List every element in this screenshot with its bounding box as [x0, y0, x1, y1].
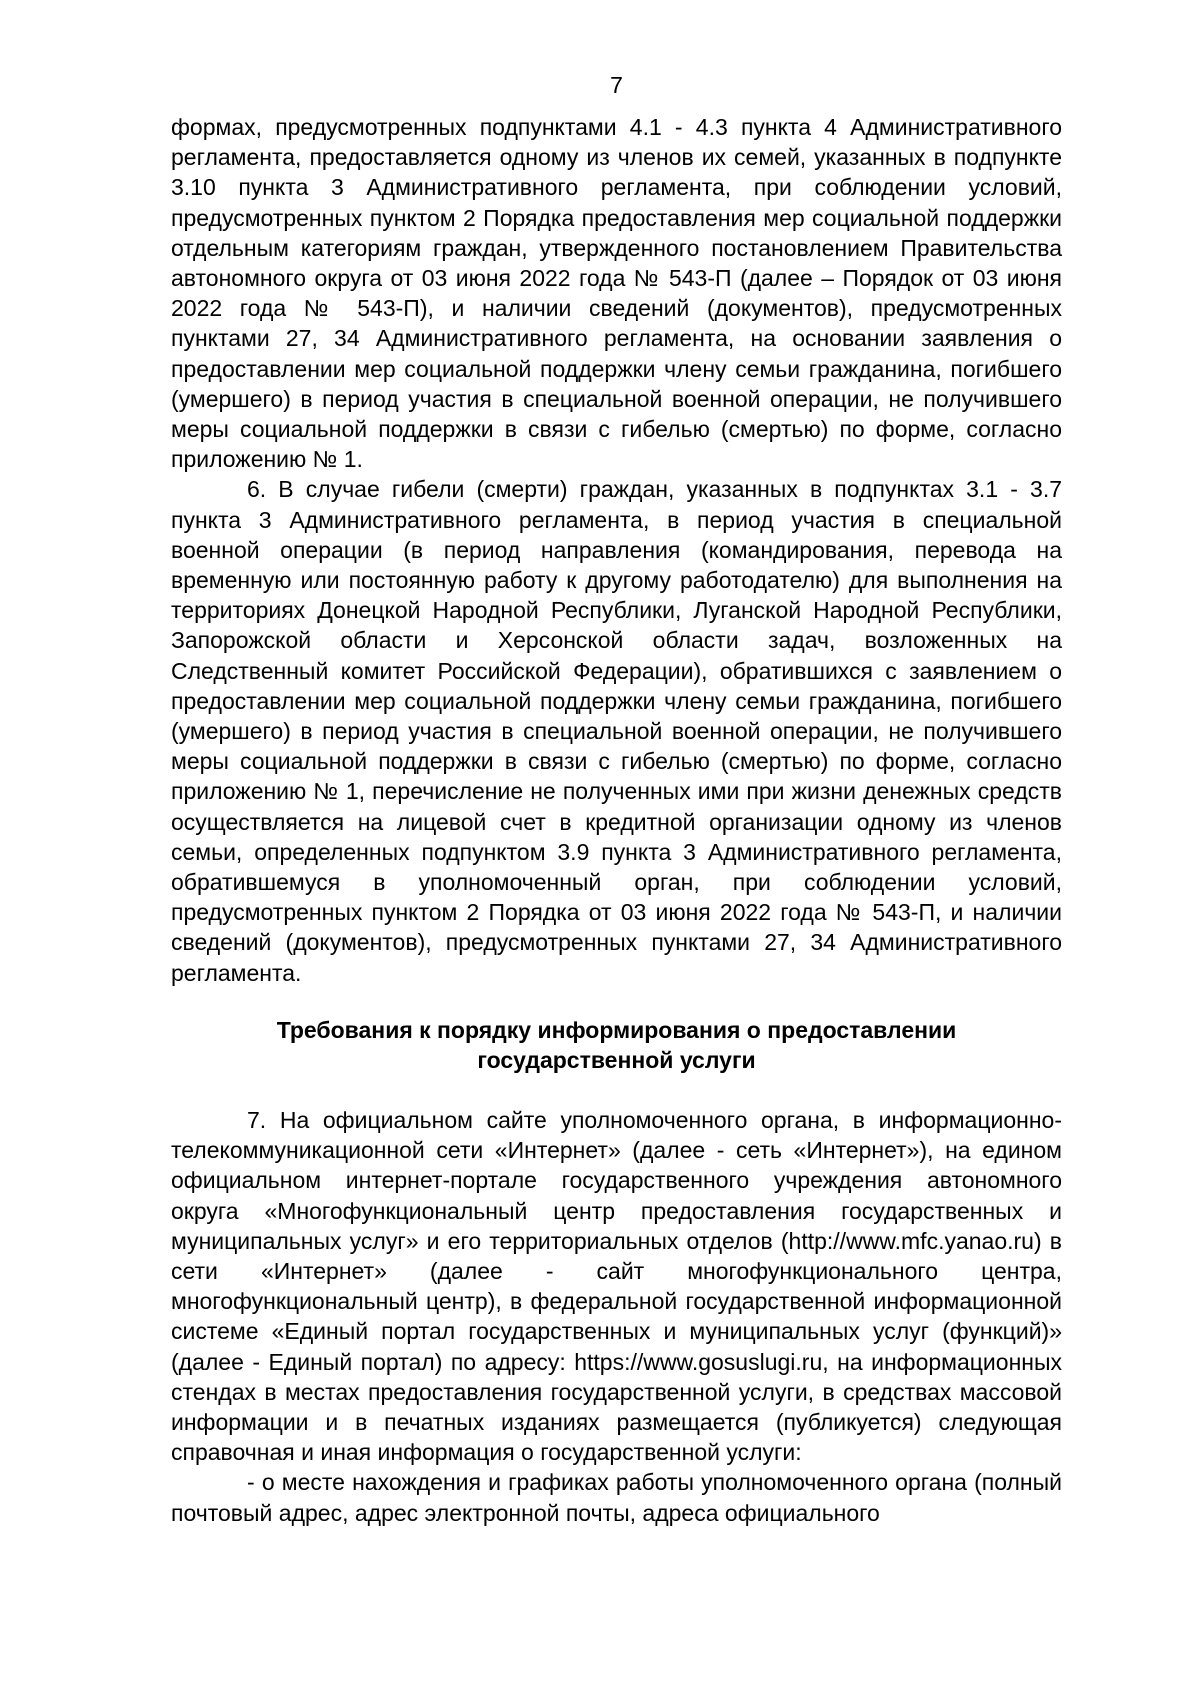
paragraph-5-continuation: формах, предусмотренных подпунктами 4.1 - 4.3 пункта 4 Административного регламента, предоставляется одному из членов их семей, указанных в подпункте 3.10 пункта 3 Административного регламента, при соблюдении условий, предусмотренных пунктом 2 Порядка предоставления мер социальной поддержки отдельным категориям граждан, утвержденного постановлением Правительства автономного округа от 03 июня 2022 года № 543-П (далее – Порядок от 03 июня 2022 года № 543-П), и наличии сведений (документов), предусмотренных пунктами 27, 34 Административного регламента, на основании заявления о предоставлении мер социальной поддержки члену семьи гражданина, погибшего (умершего) в период участия в специальной военной операции, не получившего меры социальной поддержки в связи с гибелью (смертью) по форме, согласно приложению № 1.: [171, 114, 1062, 473]
paragraph-7: 7. На официальном сайте уполномоченного органа, в информационно-телекоммуникационной сети «Интернет» (далее - сеть «Интернет»), на едином официальном интернет-портале государственного учреждения автономного округа «Многофункциональный центр предоставления государственных и муниципальных услуг» и его территориальных отделов (http://www.mfc.yanao.ru) в сети «Интернет» (далее - сайт многофункционального центра, многофункциональный центр), в федеральной государственной информационной системе «Единый портал государственных и муниципальных услуг (функций)» (далее - Единый портал) по адресу: https://www.gosuslugi.ru, на информационных стендах в местах предоставления государственной услуги, в средствах массовой информации и в печатных изданиях размещается (публикуется) следующая справочная и иная информация о государственной услуги:: [171, 1106, 1062, 1466]
section-heading: [171, 1015, 1062, 1075]
paragraph-6: 6. В случае гибели (смерти) граждан, указанных в подпунктах 3.1 - 3.7 пункта 3 Административного регламента, в период участия в специальной военной операции (в период направления (командирования, перевода на временную или постоянную работу к другому работодателю) для выполнения на территориях Донецкой Народной Республики, Луганской Народной Республики, Запорожской области и Херсонской области задач, возложенных на Следственный комитет Российской Федерации), обратившихся с заявлением о предоставлении мер социальной поддержки члену семьи гражданина, погибшего (умершего) в период участия в специальной военной операции, не получившего меры социальной поддержки в связи с гибелью (смертью) по форме, согласно приложению № 1, перечисление не полученных ими при жизни денежных средств осуществляется на лицевой счет в кредитной организации одному из членов семьи, определенных подпунктом 3.9 пункта 3 Административного регламента, обратившемуся в уполномоченный орган, при соблюдении условий, предусмотренных пунктом 2 Порядка от 03 июня 2022 года № 543-П, и наличии сведений (документов), предусмотренных пунктами 27, 34 Административного регламента.: [171, 476, 1062, 986]
section-heading-line-2: государственной услуги: [477, 1046, 756, 1073]
section-heading-line-1: Требования к порядку информирования о предоставлении: [276, 1016, 957, 1043]
list-item-location: - о месте нахождения и графиках работы уполномоченного органа (полный почтовый адрес, адрес электронной почты, адреса официального: [171, 1469, 1062, 1526]
page-number: 7: [610, 72, 623, 98]
